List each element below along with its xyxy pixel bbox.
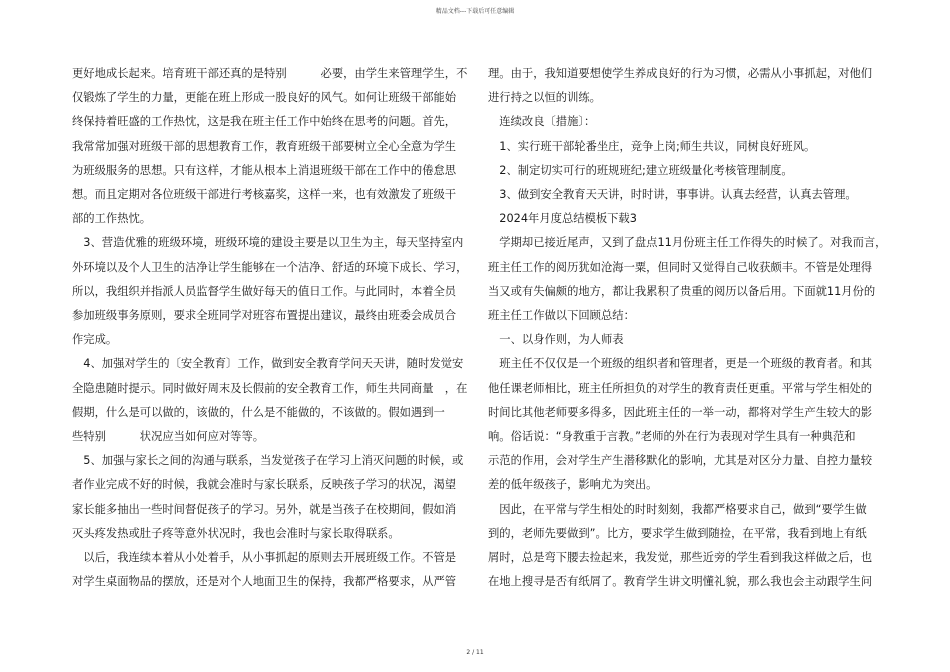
text-line: 班主任工作的阅历犹如沧海一粟，但同时又觉得自己收获颇丰。不管是处理得 [488, 260, 873, 274]
text-line: 灭头疼发热或肚子疼等意外状况时，我也会准时与家长取得联系。 [72, 526, 400, 540]
text-line: 外环境以及个人卫生的洁净让学生能够在一个洁净、舒适的环境下成长、学习， [72, 260, 468, 274]
text-line: 班主任工作做以下回顾总结： [488, 309, 635, 323]
text-line: 作完成。 [72, 333, 118, 347]
text-line: 些特别 状况应当如何应对等等。 [72, 430, 265, 444]
text-line: 他任课老师相比，班主任所担负的对学生的教育责任更重。平常与学生相处的 [488, 381, 873, 395]
text-line: 屑时，总是弯下腰去捡起来，我发觉，那些近旁的学生看到我这样做之后，也 [488, 551, 873, 565]
text-line: 理。由于，我知道要想使学生养成良好的行为习惯，必需从小事抓起，对他们 [488, 67, 873, 80]
text-line: 对学生桌面物品的摆放，还是对个人地面卫生的保持，我都严格要求，从严管 [72, 575, 457, 589]
text-line: 我常常加强对班级干部的思想教育工作，教育班级干部要树立全心全意为学生 [72, 139, 457, 153]
text-line: 示范的作用，会对学生产生潜移默化的影响，尤其是对区分力量、自控力量较 [488, 454, 873, 468]
text-line: 班主任不仅仅是一个班级的组织者和管理者，更是一个班级的教育者。和其 [488, 357, 873, 371]
text-line: 2、制定切实可行的班规班纪;建立班级量化考核管理制度。 [488, 163, 793, 177]
text-line: 到的，老师先要做到”。比方，要求学生做到随捡，在平常，我看到地上有纸 [488, 526, 867, 540]
text-line: 3、营造优雅的班级环境，班级环境的建设主要是以卫生为主，每天坚持室内 [72, 236, 464, 250]
left-column [72, 62, 468, 594]
text-line: 时间比其他老师要多得多，因此班主任的一举一动，都将对学生产生较大的影 [488, 405, 873, 419]
text-line: 5、加强与家长之间的沟通与联系，当发觉孩子在学习上消灭问题的时候，或 [72, 454, 464, 468]
text-line: 响。俗话说：“身教重于言教。”老师的外在行为表现对学生具有一种典范和 [488, 430, 856, 444]
text-line: 在地上搜寻是否有纸屑了。教育学生讲文明懂礼貌，那么我也会主动跟学生问 [488, 575, 873, 589]
text-line: 因此，在平常与学生相处的时时刻刻，我都严格要求自己，做到“要学生做 [488, 502, 867, 516]
text-line: 差的低年级孩子，影响尤为突出。 [488, 478, 658, 492]
text-line: 者作业完成不好的时候，我就会准时与家长联系，反映孩子学习的状况，渴望 [72, 478, 457, 492]
text-line: 部的工作热忱。 [72, 212, 152, 226]
text-line: 终保持着旺盛的工作热忱，这是我在班主任工作中始终在思考的问题。首先， [72, 115, 457, 129]
page-header: 精品文档---下载后可任意编辑 [435, 8, 515, 15]
text-line: 连续改良〔措施〕： [488, 115, 596, 129]
text-line: 更好地成长起来。培育班干部还真的是特别 必要，由学生来管理学生，不 [72, 67, 468, 80]
section-heading: 一、以身作则，为人师表 [488, 333, 624, 347]
text-line: 所以，我组织并指派人员监督学生做好每天的值日工作。与此同时，本着全员 [72, 284, 457, 298]
text-line: 4、加强对学生的〔安全教育〕工作，做到安全教育学问天天讲，随时发觉安 [72, 357, 464, 371]
text-line: 假期，什么是可以做的，该做的，什么是不能做的，不该做的。假如遇到一 [72, 405, 445, 419]
text-line: 当又或有失偏颇的地方，都让我累积了贵重的阅历以备后用。下面就11月份的 [488, 284, 876, 298]
page-number: 2 / 11 [466, 649, 484, 656]
text-line: 为班级服务的思想。只有这样，才能从根本上消退班级干部在工作中的倦怠思 [72, 163, 457, 177]
text-line: 仅锻炼了学生的力量，更能在班上形成一股良好的风气。如何让班级干部能始 [72, 91, 457, 105]
text-line: 参加班级事务原则，要求全班同学对班容布置提出建议，最终由班委会成员合 [72, 309, 457, 323]
text-line: 想。而且定期对各位班级干部进行考核嘉奖，这样一来，也有效激发了班级干 [72, 188, 457, 202]
text-line: 进行持之以恒的训练。 [488, 91, 601, 105]
text-line: 全隐患随时提示。同时做好周末及长假前的安全教育工作，师生共同商量 ，在 [72, 381, 468, 395]
text-line: 1、实行班干部轮番坐庄，竞争上岗;师生共议，同树良好班风。 [488, 139, 816, 153]
text-line: 3、做到安全教育天天讲，时时讲，事事讲。认真去经营，认真去管理。 [488, 188, 857, 202]
section-heading: 2024年月度总结模板下载3 [488, 212, 637, 226]
text-line: 以后，我连续本着从小处着手，从小事抓起的原则去开展班级工作。不管是 [72, 551, 457, 565]
text-line: 学期却已接近尾声，又到了盘点11月份班主任工作得失的时候了。对我而言， [488, 236, 887, 250]
right-column [488, 62, 887, 594]
text-line: 家长能多抽出一些时间督促孩子的学习。另外，就是当孩子在校期间，假如消 [72, 502, 457, 516]
